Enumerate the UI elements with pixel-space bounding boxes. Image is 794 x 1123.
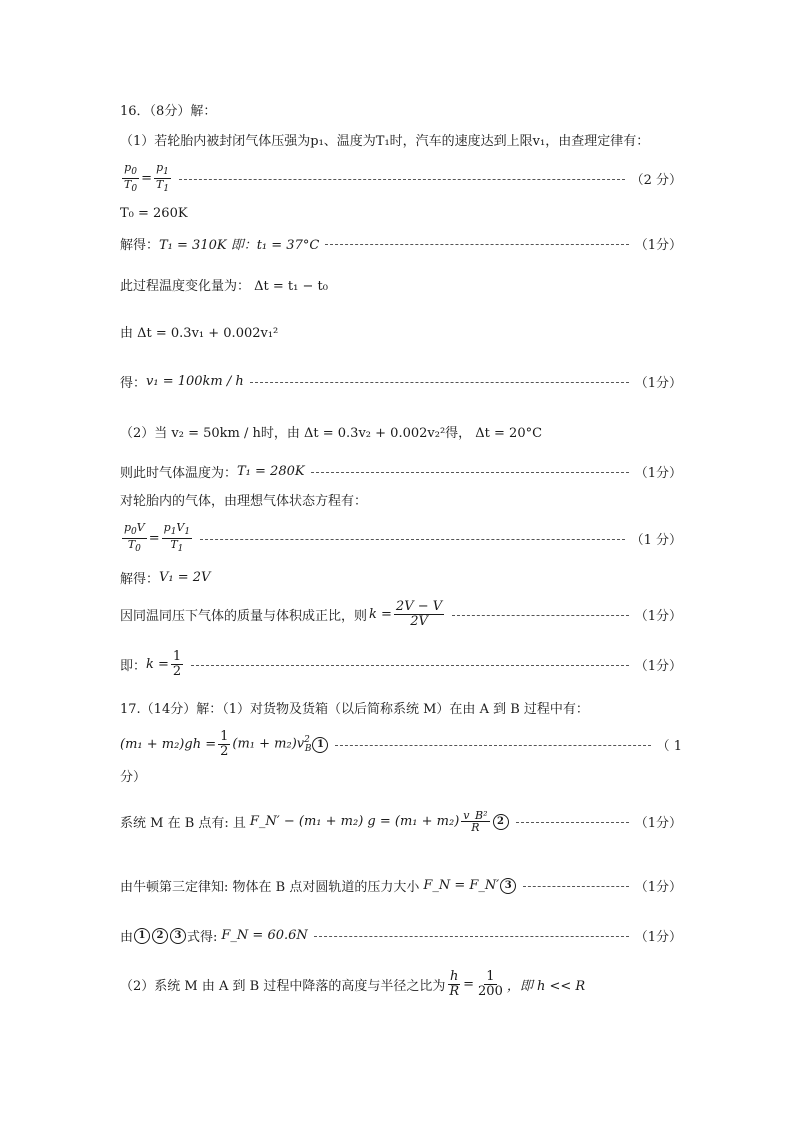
fraction-p0-t0: $\frac{p_0}{T_0}$ [124, 161, 138, 195]
score: （1分） [634, 880, 682, 895]
q16-eq-charles: $\frac{p_0}{T_0}$ = $\frac{p_1}{T_1}$ （2 分） [124, 161, 682, 195]
q17-newton: 由牛顿第三定律知: 物体在 B 点对圆轨道的压力大小 F_N = F_N′ 3 （1分） [120, 878, 682, 895]
score: （2 分） [630, 173, 682, 189]
score: （1分） [634, 659, 682, 674]
score: （1 分） [630, 533, 682, 549]
leader-line [200, 539, 624, 540]
q16-solve2: 解得： V₁ = 2V [120, 570, 211, 587]
q16-eq-ideal: $\frac{p_0V}{T_0}$ = $\frac{p_1V_1}{T_1}$ （1 分） [124, 521, 682, 555]
q16-temp: 则此时气体温度为： T₁ = 280K （1分） [120, 464, 682, 481]
fraction-vb2-r: $\frac{\text{v\_B²}}{R}$ [463, 809, 488, 834]
fraction-k: $\frac{2V - V}{2V}$ [395, 599, 443, 629]
fraction-p1v1-t1: $\frac{p_1V_1}{T_1}$ [163, 521, 191, 555]
q16-solve1: 解得： T₁ = 310K 即：t₁ = 37°C （1分） [120, 234, 682, 253]
q16-part2: （2）当 v₂ = 50km / h时，由 Δt = 0.3v₂ + 0.002v₂²得， Δt = 20°C [120, 426, 543, 441]
q17-force-eq: 系统 M 在 B 点有: 且 F_N′ − (m₁ + m₂) g = (m₁ + m₂) $\frac{\text{v\_B²}}{R}$ 2 （1分） [120, 809, 682, 834]
leader-line [523, 886, 628, 887]
circled-number-3: 3 [500, 878, 516, 894]
fraction-half: $\frac{1}{2}$ [172, 649, 182, 679]
q17-energy-score-cont: 分） [120, 770, 147, 785]
score: （1分） [634, 466, 682, 481]
leader-line [325, 244, 628, 245]
fraction-p0v-t0: $\frac{p_0V}{T_0}$ [124, 521, 145, 555]
circled-number-1: 1 [312, 737, 328, 753]
score: （1分） [634, 930, 682, 945]
q16-dt-def: 此过程温度变化量为： Δt = t₁ − t₀ [120, 279, 328, 294]
score: （ 1 [656, 739, 682, 754]
q16-ideal-gas: 对轮胎内的气体，由理想气体状态方程有： [120, 494, 368, 509]
q16-t0: T₀ = 260K [120, 206, 188, 221]
leader-line [314, 936, 629, 937]
q16-dt-formula: 由 Δt = 0.3v₁ + 0.002v₁² [120, 326, 279, 341]
q17-part2: （2）系统 M 由 A 到 B 过程中降落的高度与半径之比为 $\frac{h}{R}$ = $\frac{1}{200}$ ，即 h << R [120, 969, 586, 999]
score: （1分） [634, 816, 682, 831]
q17-header: 17.（14分）解：（1）对货物及货箱（以后简称系统 M）在由 A 到 B 过程中有： [120, 702, 589, 717]
score: （1分） [634, 238, 682, 253]
circled-number-1: 1 [134, 928, 150, 944]
circled-number-3: 3 [170, 928, 186, 944]
score: （1分） [634, 609, 682, 624]
q16-part1-intro: （1）若轮胎内被封闭气体压强为p₁、温度为T₁时，汽车的速度达到上限v₁，由查理定律有： [120, 134, 650, 149]
leader-line [516, 822, 629, 823]
circled-number-2: 2 [493, 814, 509, 830]
leader-line [191, 665, 629, 666]
leader-line [335, 745, 650, 746]
fraction-1-200: $\frac{1}{200}$ [478, 969, 503, 999]
fraction-p1-t1: $\frac{p_1}{T_1}$ [155, 161, 170, 195]
q16-k-value: 即： k = $\frac{1}{2}$ （1分） [120, 649, 682, 679]
leader-line [311, 472, 629, 473]
q17-result: 由 1 2 3 式得: F_N = 60.6N （1分） [120, 928, 682, 945]
leader-line [250, 382, 629, 383]
circled-number-2: 2 [152, 928, 168, 944]
q16-v1: 得： v₁ = 100km / h （1分） [120, 374, 682, 391]
fraction-half: $\frac{1}{2}$ [220, 729, 229, 759]
fraction-h-r: $\frac{h}{R}$ [449, 969, 460, 999]
score: （1分） [634, 376, 682, 391]
q16-header: 16．（8分）解： [120, 104, 217, 119]
leader-line [179, 179, 625, 180]
q16-mass-ratio: 因同温同压下气体的质量与体积成正比，则 k = $\frac{2V - V}{2V}$ （1分） [120, 599, 682, 629]
q17-energy-eq: (m₁ + m₂)gh = $\frac{1}{2}$ $(m_1 + m_2)v^2_B$ 1 （ 1 [120, 729, 682, 759]
leader-line [452, 615, 629, 616]
